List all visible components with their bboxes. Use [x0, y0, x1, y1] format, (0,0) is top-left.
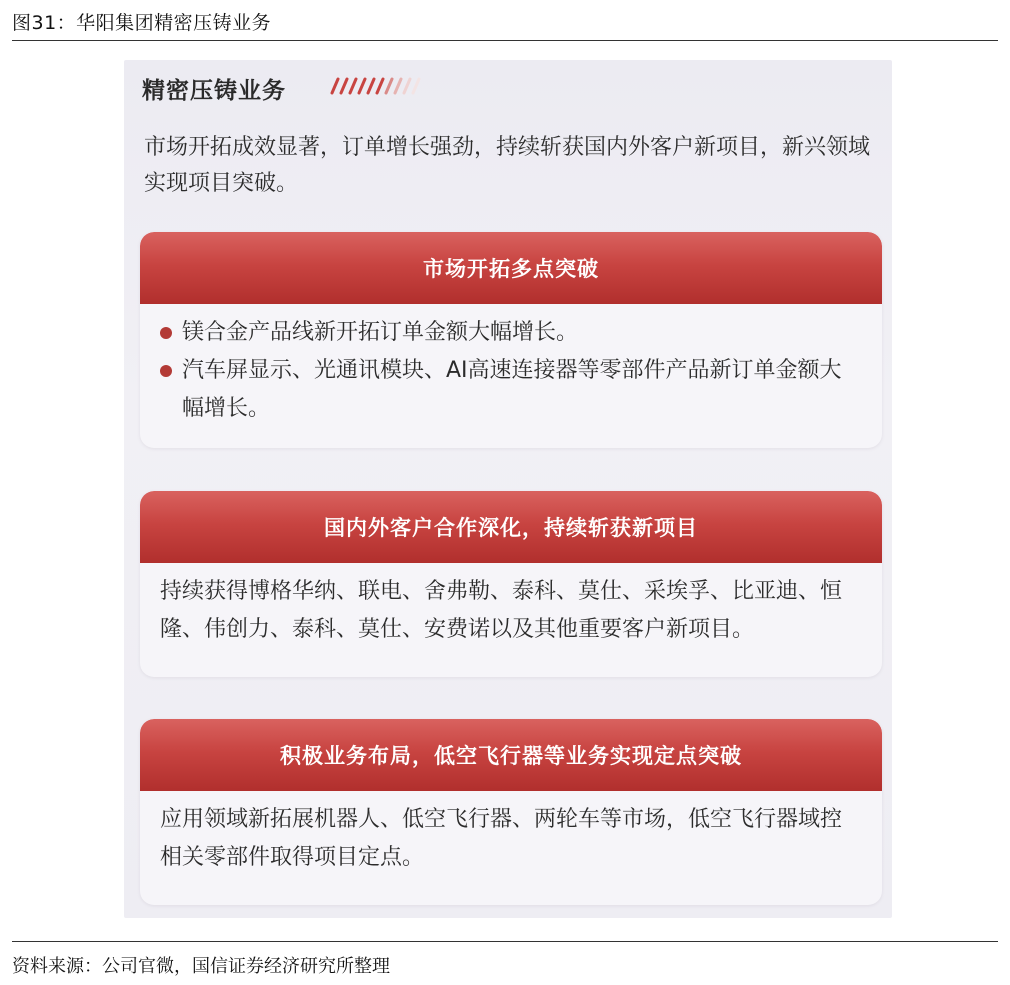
card-text: 持续获得博格华纳、联电、舍弗勒、泰科、莫仕、采埃孚、比亚迪、恒隆、伟创力、泰科、莫仕、安费诺以及其他重要客户新项目。 — [160, 579, 843, 642]
card-text: 应用领域新拓展机器人、低空飞行器、两轮车等市场，低空飞行器域控相关零部件取得项目定点。 — [160, 807, 843, 870]
info-panel — [124, 60, 892, 918]
card-title: 市场开拓多点突破 — [140, 232, 882, 304]
figure-source: 资料来源：公司官微，国信证券经济研究所整理 — [12, 956, 390, 977]
panel-heading: 精密压铸业务 — [142, 78, 286, 104]
card-body — [140, 304, 882, 442]
decorative-stripes — [328, 76, 428, 96]
card-market-expansion — [140, 232, 882, 448]
figure-title: 图31：华阳集团精密压铸业务 — [12, 12, 272, 34]
bullet-list — [160, 314, 862, 428]
card-title: 国内外客户合作深化，持续斩获新项目 — [140, 491, 882, 563]
card-title: 积极业务布局，低空飞行器等业务实现定点突破 — [140, 719, 882, 791]
bottom-divider — [12, 941, 998, 942]
bullet-item: 镁合金产品线新开拓订单金额大幅增长。 — [160, 314, 862, 352]
card-customer-cooperation — [140, 491, 882, 677]
bullet-item: 汽车屏显示、光通讯模块、AI高速连接器等零部件产品新订单金额大幅增长。 — [160, 352, 862, 428]
card-business-layout — [140, 719, 882, 905]
panel-intro: 市场开拓成效显著，订单增长强劲，持续斩获国内外客户新项目，新兴领域实现项目突破。 — [144, 135, 871, 196]
top-divider — [12, 40, 998, 41]
